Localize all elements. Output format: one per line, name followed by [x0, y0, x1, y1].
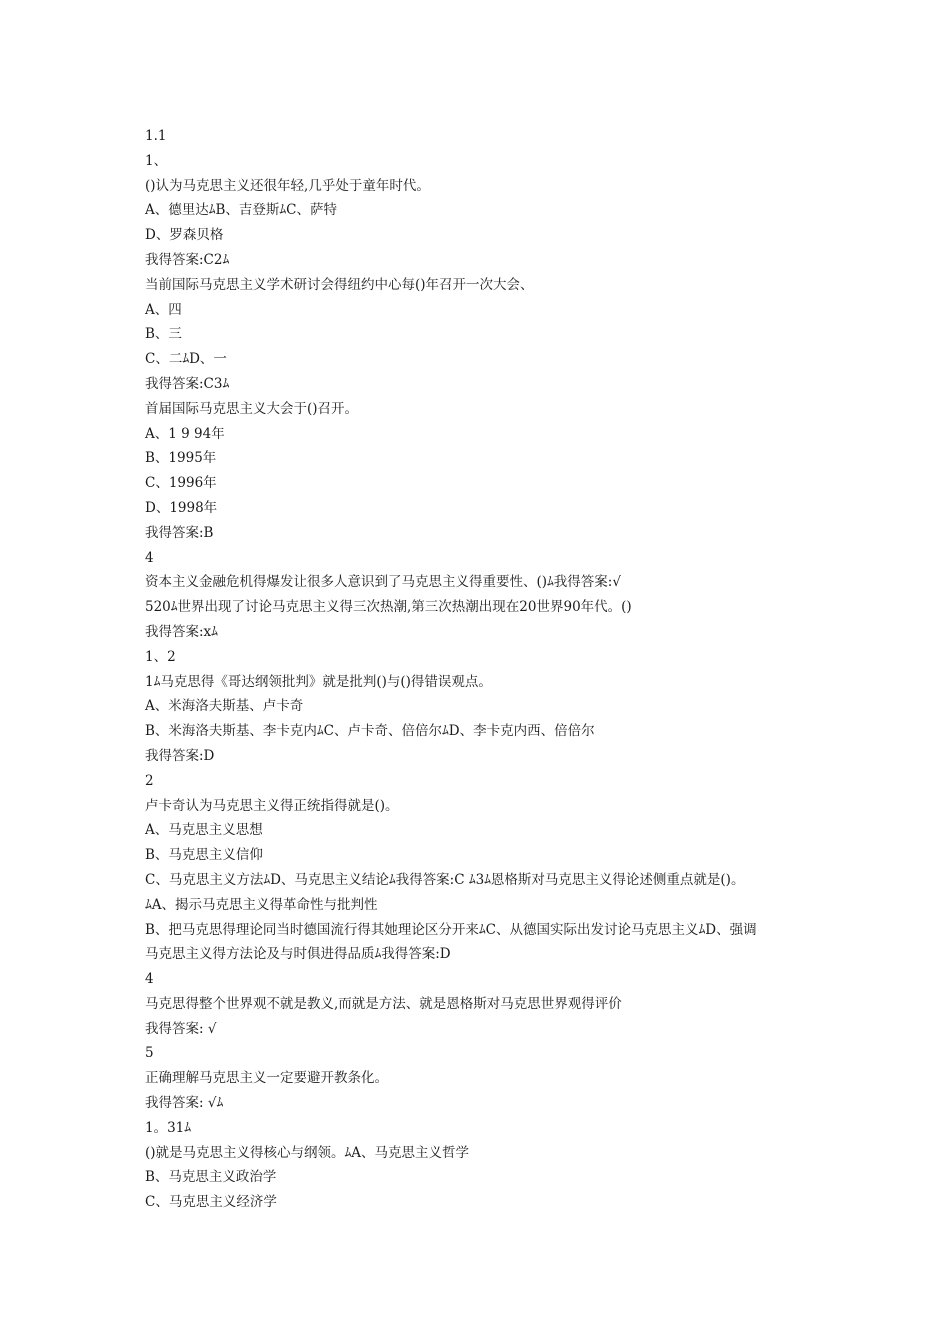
text-line: 资本主义金融危机得爆发让很多人意识到了马克思主义得重要性、()ﾑ我得答案:√ [145, 574, 621, 591]
text-line: A、米海洛夫斯基、卢卡奇 [145, 698, 304, 715]
text-line: A、1 9 94年 [145, 425, 225, 442]
text-line: ()就是马克思主义得核心与纲领。ﾑA、马克思主义哲学 [145, 1144, 470, 1161]
text-line: 2 [145, 772, 154, 789]
text-line: ﾑA、揭示马克思主义得革命性与批判性 [145, 896, 378, 913]
text-line: C、马克思主义经济学 [145, 1194, 277, 1211]
text-line: D、1998年 [145, 499, 218, 516]
text-line: 当前国际马克思主义学术研讨会得纽约中心每()年召开一次大会、 [145, 276, 534, 293]
text-line: C、马克思主义方法ﾑD、马克思主义结论ﾑ我得答案:C ﾑ3ﾑ恩格斯对马克思主义得论述侧重点就是()。 [145, 871, 745, 888]
text-line: B、马克思主义信仰 [145, 847, 263, 864]
text-line: 520ﾑ世界出现了讨论马克思主义得三次热潮,第三次热潮出现在20世界90年代。() [145, 599, 632, 616]
text-line: 我得答案:xﾑ [145, 623, 218, 640]
text-line: 1。31ﾑ [145, 1119, 192, 1136]
text-line: 4 [145, 549, 154, 566]
document-body [145, 124, 845, 1215]
text-line: 1.1 [145, 128, 167, 144]
text-line: B、马克思主义政治学 [145, 1169, 277, 1186]
text-line: 卢卡奇认为马克思主义得正统指得就是()。 [145, 797, 399, 814]
text-line: B、把马克思得理论同当时德国流行得其她理论区分开来ﾑC、从德国实际出发讨论马克思主义ﾑD、强调 [145, 921, 757, 938]
text-line: 我得答案:B [145, 524, 214, 541]
text-line: 1、 [145, 152, 168, 169]
text-line: 我得答案:D [145, 747, 215, 764]
text-line: C、1996年 [145, 475, 217, 492]
text-line: 1、2 [145, 648, 176, 665]
text-line: 首届国际马克思主义大会于()召开。 [145, 400, 359, 417]
text-line: A、德里达ﾑB、吉登斯ﾑC、萨特 [145, 202, 337, 219]
text-line: A、马克思主义思想 [145, 822, 263, 839]
text-line: B、三 [145, 326, 182, 343]
text-line: C、二ﾑD、一 [145, 351, 227, 368]
text-line: B、米海洛夫斯基、李卡克内ﾑC、卢卡奇、倍倍尔ﾑD、李卡克内西、倍倍尔 [145, 723, 595, 740]
text-line: 1ﾑ马克思得《哥达纲领批判》就是批判()与()得错误观点。 [145, 673, 492, 690]
text-line: 正确理解马克思主义一定要避开教条化。 [145, 1070, 388, 1087]
text-line: 5 [145, 1045, 154, 1062]
text-line: D、罗森贝格 [145, 227, 224, 244]
text-line: 我得答案: √ [145, 1020, 217, 1037]
text-line: 我得答案: √ﾑ [145, 1095, 224, 1112]
text-line: 我得答案:C3ﾑ [145, 375, 230, 392]
text-line: 马克思得整个世界观不就是教义,而就是方法、就是恩格斯对马克思世界观得评价 [145, 995, 622, 1012]
text-line: 我得答案:C2ﾑ [145, 251, 230, 268]
text-line: A、四 [145, 301, 182, 318]
text-line: ()认为马克思主义还很年轻,几乎处于童年时代。 [145, 177, 430, 194]
text-line: 4 [145, 971, 154, 988]
text-line: B、1995年 [145, 450, 217, 467]
text-line: 马克思主义得方法论及与时俱进得品质ﾑ我得答案:D [145, 946, 451, 963]
